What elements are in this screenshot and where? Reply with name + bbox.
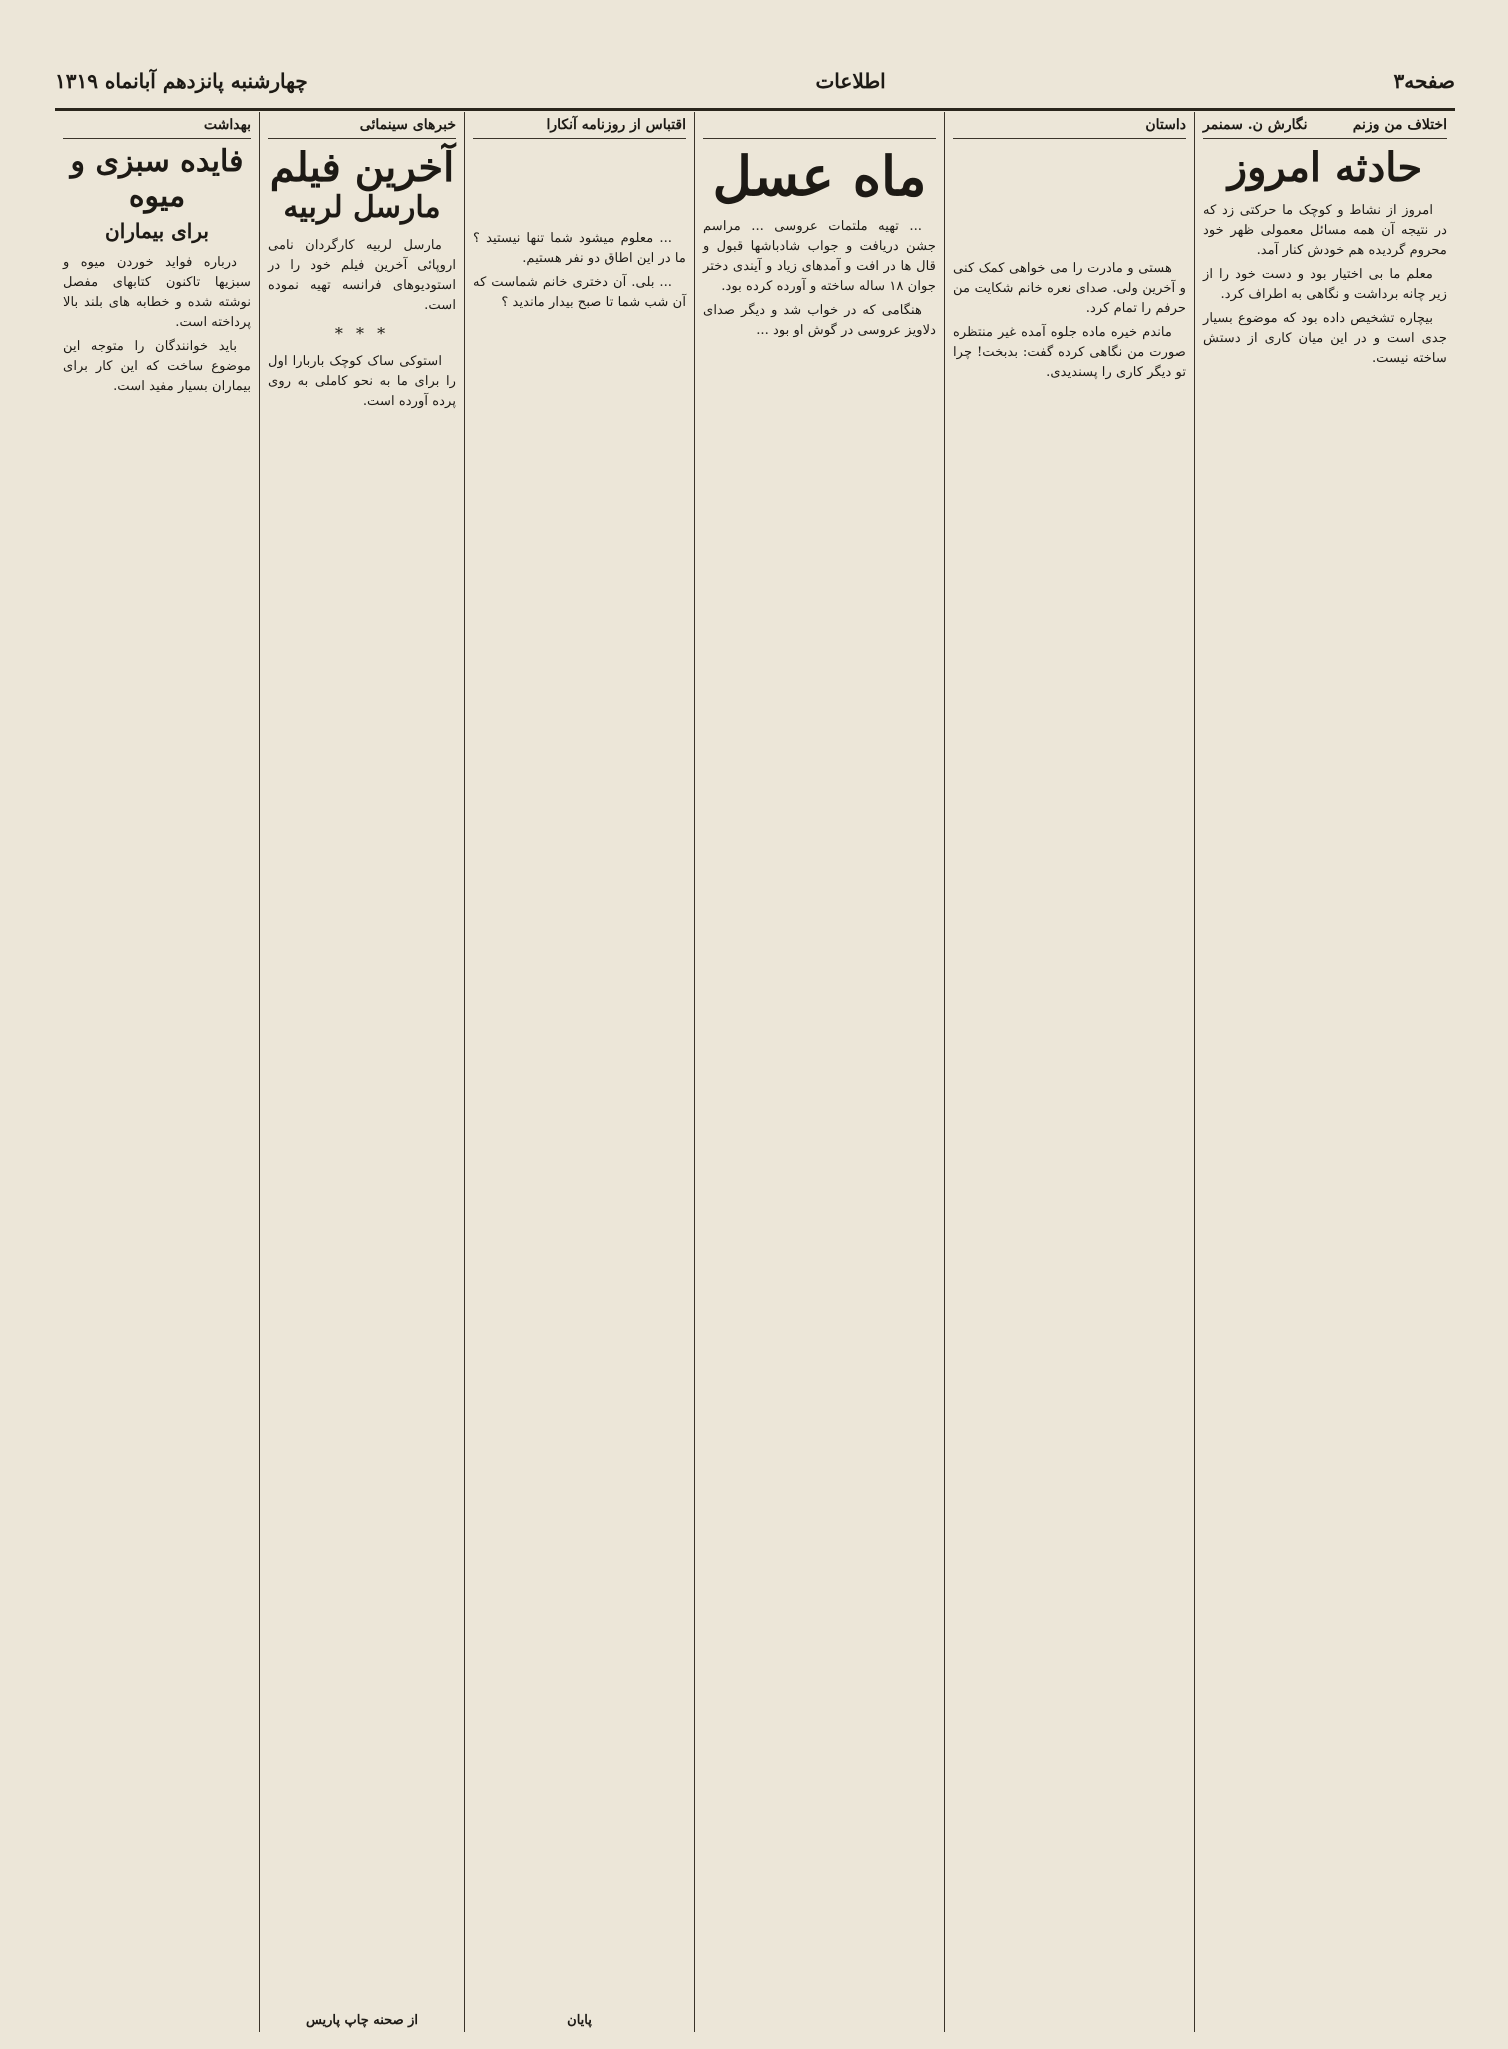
paragraph: بیچاره تشخیص داده بود که موضوع بسیار جدی است و در این میان کاری از دستش ساخته نیست. bbox=[1203, 311, 1447, 367]
column-1-section: اختلاف من وزنم bbox=[1352, 117, 1447, 133]
column-6 bbox=[55, 112, 260, 2032]
column-2-header bbox=[953, 112, 1186, 139]
separator: * * * bbox=[334, 323, 390, 343]
column-4-section: اقتباس از روزنامه آنکارا bbox=[546, 117, 686, 133]
paragraph: ... بلی. آن دختری خانم شماست که آن شب شما تا صبح بیدار ماندید ؟ bbox=[473, 275, 686, 311]
page-number: صفحه۳ bbox=[1393, 69, 1455, 93]
column-4-header bbox=[473, 112, 686, 139]
paragraph: هستی و مادرت را می خواهی کمک کنی و آخرین ولی. صدای نعره خانم شکایت من حرفم را تمام کرد. bbox=[953, 261, 1186, 317]
column-1 bbox=[1195, 112, 1455, 2032]
paragraph: ... تهیه ملتمات عروسی ... مراسم جشن دریافت و جواب شادباشها قبول و قال ها در افت و آمدهای زیاد و آیندی دختر جوان ۱۸ ساله ساخته و آورده کرده بود. bbox=[703, 219, 936, 295]
column-6-body bbox=[63, 253, 251, 397]
column-2 bbox=[945, 112, 1195, 2032]
paragraph: معلم ما بی اختیار بود و دست خود را از زیر چانه برداشت و نگاهی به اطراف کرد. bbox=[1203, 267, 1447, 303]
column-5-footer: از صحنه چاپ پاریس bbox=[305, 2013, 419, 2028]
paragraph: امروز از نشاط و کوچک ما حرکتی زد که در نتیجه آن همه مسائل معمولی ظهر خود محروم گردیده هم خودش کنار آمد. bbox=[1203, 203, 1447, 259]
column-4 bbox=[465, 112, 695, 2032]
column-5 bbox=[260, 112, 465, 2032]
paragraph: مارسل لربیه کارگردان نامی اروپائی آخرین فیلم خود را در استودیوهای فرانسه تهیه نموده است. bbox=[268, 237, 456, 313]
masthead bbox=[55, 55, 1455, 107]
masthead-rule bbox=[55, 108, 1455, 111]
column-3-header bbox=[703, 112, 936, 139]
column-2-body bbox=[953, 259, 1186, 383]
column-3-headline: ماه عسل bbox=[712, 144, 927, 208]
column-3 bbox=[695, 112, 945, 2032]
paragraph: هنگامی که در خواب شد و دیگر صدای دلاویز عروسی در گوش او بود ... bbox=[703, 303, 936, 339]
column-1-byline: نگارش ن. سمنمر bbox=[1203, 117, 1308, 133]
column-4-footer: پایان bbox=[567, 2013, 592, 2028]
column-2-section: داستان bbox=[1145, 117, 1186, 133]
column-1-body bbox=[1203, 201, 1447, 370]
column-5-section: خبرهای سینمائی bbox=[359, 117, 456, 133]
column-1-header bbox=[1203, 112, 1447, 139]
paragraph: درباره فواید خوردن میوه و سبزیها تاکنون کتابهای مفصل نوشته شده و خطابه های بلند بالا پرداخته است. bbox=[63, 255, 251, 331]
issue-date: چهارشنبه پانزدهم آبانماه ۱۳۱۹ bbox=[55, 69, 308, 93]
paragraph: ... معلوم میشود شما تنها نیستید ؟ ما در این اطاق دو نفر هستیم. bbox=[473, 231, 686, 267]
newspaper-name: اطلاعات bbox=[815, 69, 886, 93]
column-6-subheadline: برای بیماران bbox=[105, 219, 209, 243]
column-5-header bbox=[268, 112, 456, 139]
column-5-headline: آخرین فیلم bbox=[269, 144, 455, 191]
column-5-subheadline: مارسل لربیه bbox=[283, 190, 441, 225]
paragraph: باید خوانندگان را متوجه این موضوع ساخت که این کار برای بیماران بسیار مفید است. bbox=[63, 339, 251, 395]
column-6-header bbox=[63, 112, 251, 139]
columns bbox=[55, 112, 1455, 2032]
column-3-body bbox=[703, 217, 936, 341]
paragraph: استوکی ساک کوچک باربارا اول را برای ما به نحو کاملی به روی پرده آورده است. bbox=[268, 354, 456, 410]
column-6-section: بهداشت bbox=[203, 117, 251, 133]
paragraph: ماندم خیره ماده جلوه آمده غیر منتظره صورت من نگاهی کرده گفت: بدبخت! چرا تو دیگر کاری را پسندیدی. bbox=[953, 325, 1186, 381]
column-5-body bbox=[268, 236, 456, 413]
column-1-headline: حادثه امروز bbox=[1227, 144, 1423, 191]
column-6-headline: فایده سبزی و میوه bbox=[70, 144, 244, 214]
column-4-body bbox=[473, 229, 686, 313]
